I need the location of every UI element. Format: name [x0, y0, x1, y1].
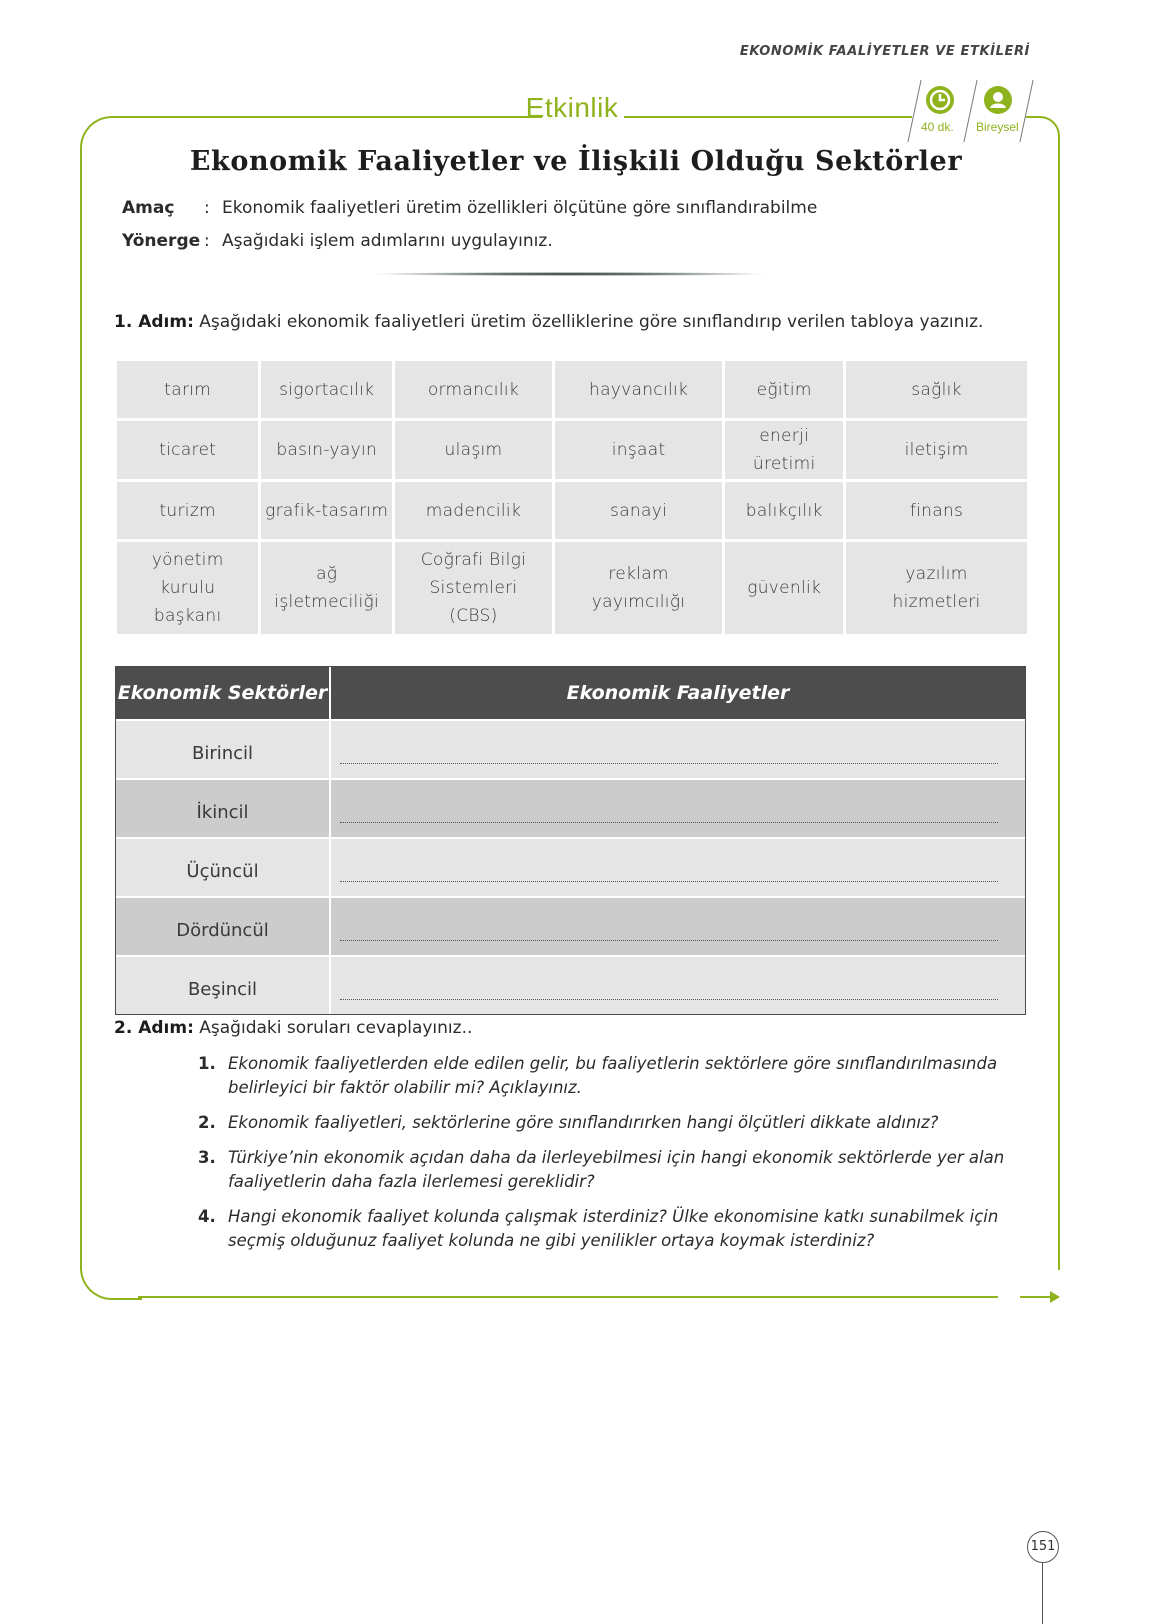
table-header-row — [116, 667, 1025, 721]
table-row — [116, 721, 1025, 780]
step2-text: Aşağıdaki soruları cevaplayınız.. — [199, 1018, 473, 1038]
yonerge-text: Aşağıdaki işlem adımlarını uygulayınız. — [222, 231, 553, 251]
dotted-line — [340, 867, 998, 882]
amac-label: Amaç — [122, 198, 175, 218]
grid-cell: sanayi — [555, 482, 722, 539]
grid-cell: hayvancılık — [555, 361, 722, 418]
grid-cell: sağlık — [846, 361, 1027, 418]
table-row — [116, 898, 1025, 957]
sector-name: Beşincil — [116, 957, 331, 1014]
grid-cell: madencilik — [395, 482, 552, 539]
sector-name: İkincil — [116, 780, 331, 839]
person-icon — [984, 86, 1012, 114]
question-number: 3. — [198, 1148, 216, 1167]
yonerge-label: Yönerge — [122, 231, 201, 251]
answer-line[interactable] — [331, 898, 1025, 957]
dotted-line — [340, 985, 998, 1000]
badge-divider — [907, 80, 921, 142]
mode-label: Bireysel — [976, 120, 1019, 134]
badge-divider — [1019, 80, 1033, 142]
step2-label: 2. Adım: — [114, 1018, 194, 1038]
grid-cell: finans — [846, 482, 1027, 539]
continue-arrow-line — [1020, 1296, 1054, 1298]
page-number-stem — [1042, 1562, 1043, 1624]
grid-cell: ağ işletmeciliği — [261, 542, 392, 634]
frame-bottom-border — [138, 1296, 998, 1298]
question-text: Ekonomik faaliyetlerden elde edilen gelir, bu faaliyetlerin sektörlere göre sınıflandırılmasında belirleyici bir faktör olabilir mi? Açıklayınız. — [228, 1054, 998, 1097]
step1-text: Aşağıdaki ekonomik faaliyetleri üretim özelliklerine göre sınıflandırıp verilen tabloya yazınız. — [199, 312, 984, 332]
meta-yonerge — [122, 231, 553, 251]
meta-colon: : — [204, 198, 210, 218]
grid-cell: balıkçılık — [725, 482, 843, 539]
question-item — [198, 1146, 1018, 1194]
grid-cell: ulaşım — [395, 421, 552, 479]
frame-top-border — [624, 116, 912, 118]
grid-row — [117, 421, 1027, 479]
grid-cell: yönetim kurulu başkanı — [117, 542, 258, 634]
question-text: Ekonomik faaliyetleri, sektörlerine göre sınıflandırırken hangi ölçütleri dikkate aldınız? — [228, 1113, 939, 1132]
grid-row — [117, 482, 1027, 539]
answer-line[interactable] — [331, 839, 1025, 898]
table-row — [116, 957, 1025, 1014]
amac-text: Ekonomik faaliyetleri üretim özellikleri ölçütüne göre sınıflandırabilme — [222, 198, 818, 218]
grid-cell: sigortacılık — [261, 361, 392, 418]
header-sectors: Ekonomik Sektörler — [116, 667, 331, 721]
meta-amac — [122, 198, 817, 218]
grid-cell: turizm — [117, 482, 258, 539]
dotted-line — [340, 808, 998, 823]
step1-label: 1. Adım: — [114, 312, 194, 332]
running-head: EKONOMİK FAALİYETLER VE ETKİLERİ — [739, 44, 1030, 59]
activity-badges — [908, 80, 1034, 140]
question-text: Hangi ekonomik faaliyet kolunda çalışmak isterdiniz? Ülke ekonomisine katkı sunabilmek için seçmiş olduğunuz faaliyet kolunda ne gibi yenilikler ortaya koymak isterdiniz? — [228, 1207, 999, 1250]
clock-icon — [926, 86, 954, 114]
grid-cell: Coğrafi Bilgi Sistemleri (CBS) — [395, 542, 552, 634]
grid-cell: iletişim — [846, 421, 1027, 479]
table-row — [116, 839, 1025, 898]
grid-cell: inşaat — [555, 421, 722, 479]
grid-row — [117, 361, 1027, 418]
section-separator — [370, 272, 770, 276]
grid-cell: basın-yayın — [261, 421, 392, 479]
duration-label: 40 dk. — [921, 120, 954, 134]
answer-line[interactable] — [331, 780, 1025, 839]
page-title: Ekonomik Faaliyetler ve İlişkili Olduğu Sektörler — [189, 146, 963, 177]
activities-grid — [114, 358, 1030, 637]
step2-instruction — [114, 1018, 472, 1038]
page-number: 151 — [1027, 1531, 1059, 1563]
grid-cell: eğitim — [725, 361, 843, 418]
grid-cell: grafik-tasarım — [261, 482, 392, 539]
frame-left-border — [80, 150, 82, 1270]
question-item — [198, 1052, 1018, 1100]
continue-arrow-icon — [1050, 1291, 1060, 1303]
question-number: 2. — [198, 1113, 216, 1132]
grid-cell: ormancılık — [395, 361, 552, 418]
grid-cell: güvenlik — [725, 542, 843, 634]
grid-cell: yazılım hizmetleri — [846, 542, 1027, 634]
dotted-line — [340, 749, 998, 764]
table-row — [116, 780, 1025, 839]
meta-colon: : — [204, 231, 210, 251]
sector-name: Dördüncül — [116, 898, 331, 957]
activity-label: Etkinlik — [525, 92, 619, 123]
sector-name: Birincil — [116, 721, 331, 780]
answer-line[interactable] — [331, 957, 1025, 1014]
header-activities: Ekonomik Faaliyetler — [331, 667, 1025, 721]
dotted-line — [340, 926, 998, 941]
grid-cell: enerji üretimi — [725, 421, 843, 479]
question-number: 4. — [198, 1207, 216, 1226]
grid-cell: tarım — [117, 361, 258, 418]
sector-name: Üçüncül — [116, 839, 331, 898]
question-text: Türkiye’nin ekonomik açıdan daha da ilerleyebilmesi için hangi ekonomik sektörlerde yer alan faaliyetlerin daha fazla ilerlemesi gereklidir? — [228, 1148, 1005, 1191]
sectors-table — [115, 666, 1026, 1015]
question-item — [198, 1111, 1018, 1135]
grid-cell: ticaret — [117, 421, 258, 479]
grid-row — [117, 542, 1027, 634]
frame-right-border — [1058, 140, 1060, 1270]
frame-bottom-left-corner — [80, 1240, 142, 1300]
question-item — [198, 1205, 1018, 1253]
question-number: 1. — [198, 1054, 216, 1073]
answer-line[interactable] — [331, 721, 1025, 780]
question-list — [198, 1052, 1018, 1264]
grid-cell: reklam yayımcılığı — [555, 542, 722, 634]
step1-instruction — [114, 312, 983, 332]
